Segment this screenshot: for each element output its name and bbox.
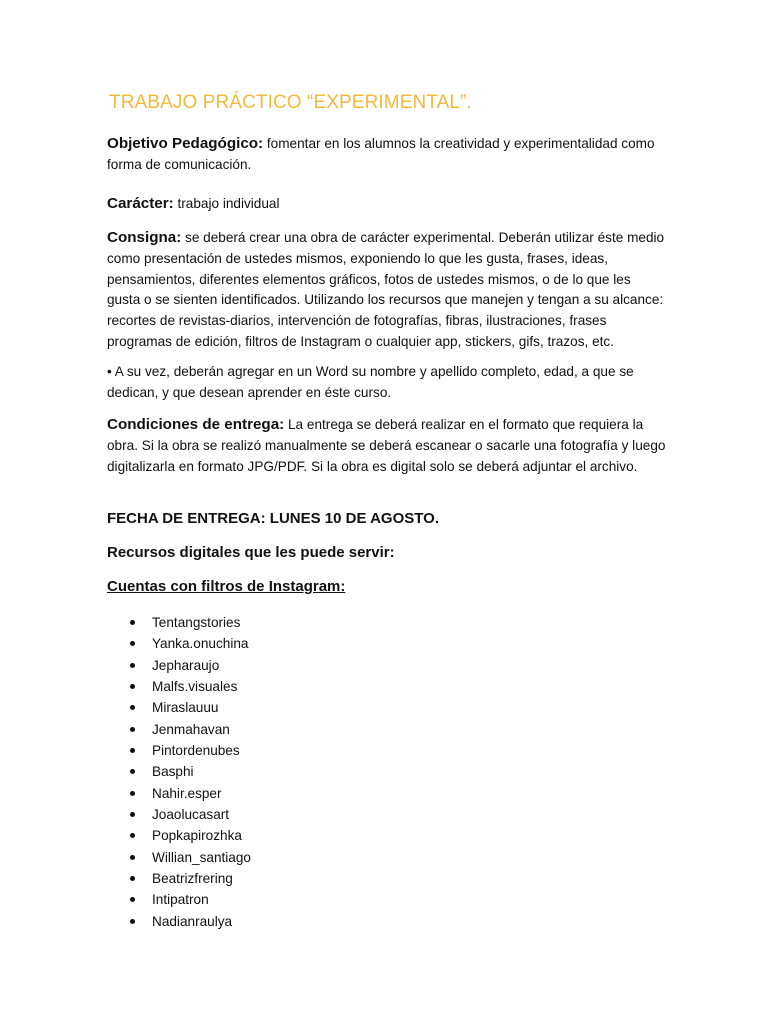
list-item-label: Willian_santiago	[152, 849, 251, 865]
list-item	[130, 847, 251, 868]
bullet-icon	[130, 876, 135, 881]
bullet-icon	[130, 663, 135, 668]
list-item-label: Nadianraulya	[152, 913, 233, 929]
list-item-label: Intipatron	[152, 892, 209, 908]
consigna-label: Consigna:	[107, 229, 182, 246]
list-item-label: Beatrizfrering	[152, 871, 233, 887]
consigna-text: se deberá crear una obra de carácter experimental. Deberán utilizar éste medio como presentación de ustedes mismos, exponiendo lo que les gusta, frases, ideas, pensamientos, diferentes elementos gráficos, fotos de ustedes mismos, o de lo que les gusta o se sienten identificados. Utilizando los recursos que manejen y tengan a su alcance: recortes de revistas-diarios, intervención de fotografías, fibras, ilustraciones, frases programas de edición, filtros de Instagram o cualquier app, stickers, gifs, trazos, etc.	[107, 230, 665, 349]
consigna-paragraph	[107, 228, 667, 353]
list-item	[130, 783, 251, 804]
list-item	[130, 697, 251, 718]
list-item	[130, 655, 251, 676]
list-item-label: Pintordenubes	[152, 743, 240, 759]
recursos-heading: Recursos digitales que les puede servir:	[107, 544, 395, 561]
list-item	[130, 719, 251, 740]
fecha-entrega-heading: FECHA DE ENTREGA: LUNES 10 DE AGOSTO.	[107, 510, 439, 527]
objetivo-text: fomentar en los alumnos la creatividad y experimentalidad como forma de comunicación.	[107, 136, 655, 172]
bullet-icon	[130, 833, 135, 838]
bullet-icon	[130, 812, 135, 817]
list-item	[130, 868, 251, 889]
list-item-label: Miraslauuu	[152, 700, 219, 716]
list-item-label: Popkapirozhka	[152, 828, 242, 844]
bullet-icon	[130, 705, 135, 710]
condiciones-text: La entrega se deberá realizar en el formato que requiera la obra. Si la obra se realizó manualmente se deberá escanear o sacarle una fotografía y luego digitalizarla en formato JPG/PDF. Si la obra es digital solo se deberá adjuntar el archivo.	[107, 417, 666, 474]
list-item	[130, 612, 251, 633]
cuentas-heading: Cuentas con filtros de Instagram:	[107, 578, 346, 595]
cuentas-list	[130, 612, 251, 932]
condiciones-paragraph	[107, 415, 667, 477]
list-item	[130, 633, 251, 654]
list-item	[130, 740, 251, 761]
list-item-label: Yanka.onuchina	[152, 636, 249, 652]
list-item-label: Nahir.esper	[152, 785, 222, 801]
bullet-icon	[130, 791, 135, 796]
caracter-paragraph	[107, 194, 667, 215]
bullet-icon	[130, 727, 135, 732]
list-item	[130, 889, 251, 910]
bullet-icon	[130, 769, 135, 774]
bullet-icon	[130, 620, 135, 625]
bullet-icon	[130, 897, 135, 902]
bullet-icon	[130, 919, 135, 924]
bullet-icon	[130, 641, 135, 646]
list-item-label: Joaolucasart	[152, 807, 230, 823]
nota-paragraph: • A su vez, deberán agregar en un Word su nombre y apellido completo, edad, a que se dedican, y que desean aprender en éste curso.	[107, 364, 634, 400]
condiciones-label: Condiciones de entrega:	[107, 416, 285, 433]
list-item-label: Malfs.visuales	[152, 679, 238, 695]
bullet-icon	[130, 748, 135, 753]
objetivo-label: Objetivo Pedagógico:	[107, 135, 264, 152]
bullet-icon	[130, 855, 135, 860]
caracter-label: Carácter:	[107, 195, 174, 212]
list-item	[130, 676, 251, 697]
list-item-label: Jepharaujo	[152, 657, 220, 673]
list-item	[130, 761, 251, 782]
objetivo-paragraph	[107, 134, 667, 176]
list-item-label: Jenmahavan	[152, 721, 230, 737]
bullet-icon	[130, 684, 135, 689]
document-title: TRABAJO PRÁCTICO “EXPERIMENTAL”.	[109, 92, 472, 113]
caracter-text: trabajo individual	[173, 196, 280, 211]
list-item	[130, 911, 251, 932]
list-item-label: Tentangstories	[152, 615, 241, 630]
list-item-label: Basphi	[152, 764, 194, 780]
list-item	[130, 825, 251, 846]
list-item	[130, 804, 251, 825]
